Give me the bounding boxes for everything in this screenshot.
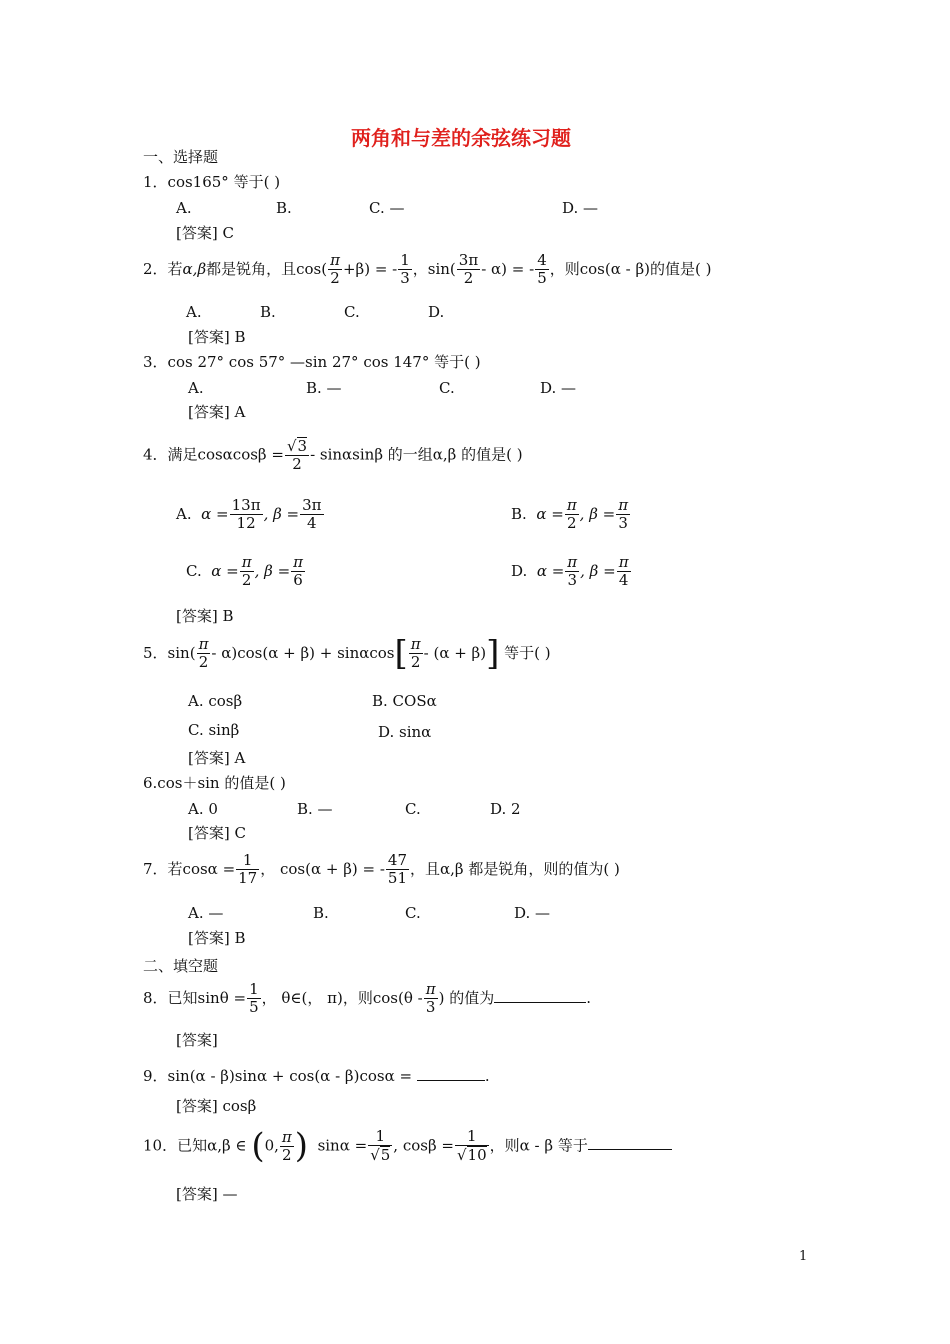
answer-blank: [494, 988, 586, 1003]
question-5-stem: 5．sin( $\frac{\pi}{2}$ - α)cos(α + β) + sinαcos[ $\frac{\pi}{2}$ - (α + β)] 等于( ): [143, 633, 551, 674]
q4-answer: [答案] B: [176, 607, 234, 625]
question-4-stem: 4．满足cosαcosβ = $\frac{√3}{2}$ - sinαsinβ 的一组α,β 的值是( ): [143, 437, 523, 474]
question-9-stem: 9．sin(α - β)sinα + cos(α - β)cosα = .: [143, 1067, 490, 1085]
q1-option-a: A.: [176, 199, 192, 217]
q4-option-c: C. α = $\frac{\pi}{2}$ , β = $\frac{\pi}{6}$: [186, 553, 303, 590]
q2-option-a: A.: [186, 303, 202, 321]
q6-option-b: B. —: [297, 800, 333, 818]
question-10-stem: 10．已知α,β ∈ (0, $\frac{\pi}{2}$ ) sinα = $\frac{1}{√5}$ , cosβ = $\frac{1}{√10}$ ，则α - β 等于: [143, 1128, 672, 1165]
q3-option-a: A.: [188, 379, 204, 397]
q4-option-a: A. α = $\frac{13\pi}{12}$ , β = $\frac{3\pi}{4}$: [176, 496, 322, 533]
q1-answer: [答案] C: [176, 224, 234, 242]
q5-option-c: C. sinβ: [188, 721, 240, 739]
q2-option-b: B.: [260, 303, 276, 321]
q5-option-a: A. cosβ: [188, 692, 243, 710]
question-6-stem: 6.cos＋sin 的值是( ): [143, 774, 286, 792]
q6-option-a: A. 0: [188, 800, 218, 818]
q2-option-d: D.: [428, 303, 445, 321]
section-heading-choice: 一、选择题: [143, 148, 219, 166]
q1-option-c: C. —: [369, 199, 405, 217]
question-1-stem: 1．cos165° 等于( ): [143, 173, 281, 191]
q7-option-a: A. —: [188, 904, 224, 922]
q6-option-c: C.: [405, 800, 421, 818]
question-2-stem: 2．若α,β都是锐角，且cos( $\frac{\pi}{2}$ +β) = - $\frac{1}{3}$ ，sin( $\frac{3\pi}{2}$ - α) = - $\frac{4}{5}$ ，则cos(α - β)的值是( ): [143, 251, 712, 288]
q1-option-b: B.: [276, 199, 292, 217]
q4-option-b: B. α = $\frac{\pi}{2}$ , β = $\frac{\pi}{3}$: [511, 496, 629, 533]
answer-blank: [588, 1135, 672, 1150]
q5-option-d: D. sinα: [378, 723, 432, 741]
section-heading-fill: 二、填空题: [143, 957, 219, 975]
question-8-stem: 8．已知sinθ = $\frac{1}{5}$ ， θ∈(， π)，则cos(θ - $\frac{\pi}{3}$ ) 的值为 .: [143, 980, 591, 1017]
answer-blank: [417, 1066, 485, 1081]
q10-answer: [答案] —: [176, 1185, 238, 1203]
q3-answer: [答案] A: [188, 403, 246, 421]
q3-option-b: B. —: [306, 379, 342, 397]
q2-option-c: C.: [344, 303, 360, 321]
q5-option-b: B. COSα: [372, 692, 437, 710]
page-title: 两角和与差的余弦练习题: [351, 126, 571, 150]
q7-answer: [答案] B: [188, 929, 246, 947]
q7-option-d: D. —: [514, 904, 551, 922]
q7-option-b: B.: [313, 904, 329, 922]
question-7-stem: 7．若cosα = $\frac{1}{17}$ ， cos(α + β) = - $\frac{47}{51}$ ，且α,β 都是锐角，则的值为( ): [143, 851, 620, 888]
q9-answer: [答案] cosβ: [176, 1097, 257, 1115]
q4-option-d: D. α = $\frac{\pi}{3}$ , β = $\frac{\pi}{4}$: [511, 553, 629, 590]
q3-option-d: D. —: [540, 379, 577, 397]
q5-answer: [答案] A: [188, 749, 246, 767]
page-number: 1: [799, 1249, 808, 1264]
q2-answer: [答案] B: [188, 328, 246, 346]
q8-answer: [答案]: [176, 1031, 218, 1049]
q6-option-d: D. 2: [490, 800, 521, 818]
q6-answer: [答案] C: [188, 824, 246, 842]
question-3-stem: 3．cos 27° cos 57° —sin 27° cos 147° 等于( ): [143, 353, 481, 371]
q7-option-c: C.: [405, 904, 421, 922]
q3-option-c: C.: [439, 379, 455, 397]
q1-option-d: D. —: [562, 199, 599, 217]
